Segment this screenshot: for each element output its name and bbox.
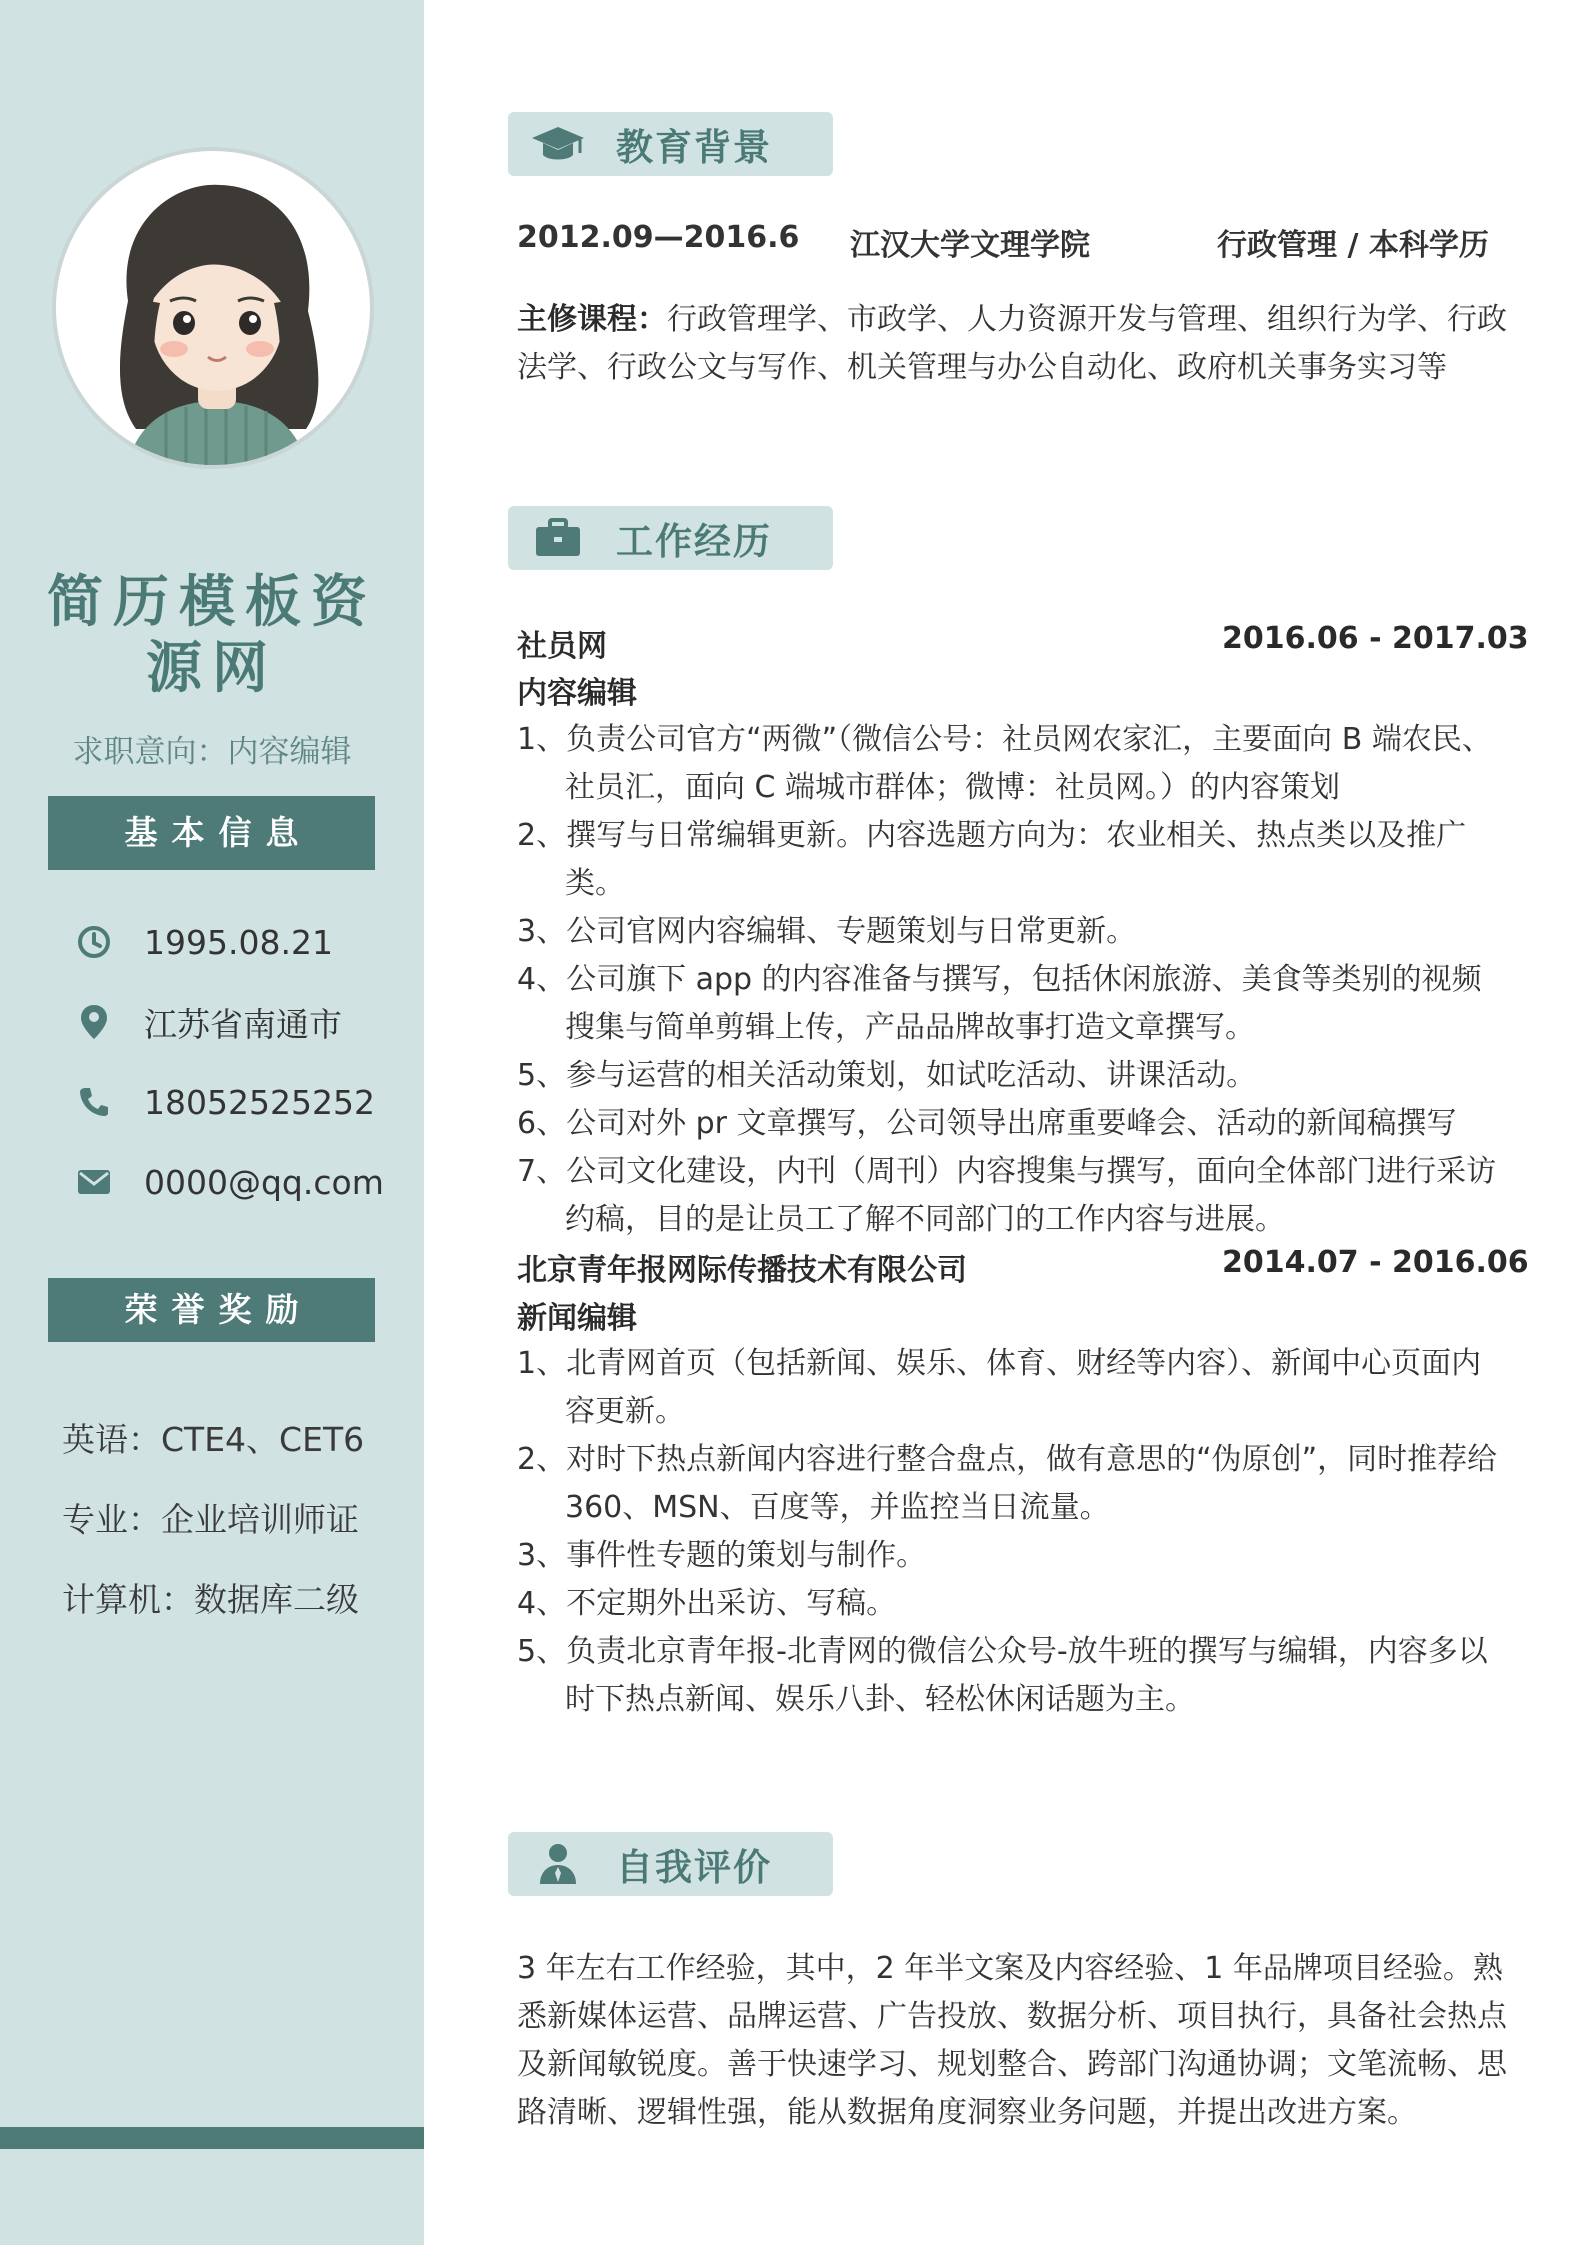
honors-heading: 荣誉奖励 (48, 1278, 375, 1342)
duty-item: 1、北青网首页（包括新闻、娱乐、体育、财经等内容）、新闻中心页面内容更新。 (517, 1346, 1482, 1429)
self-eval-text: 3 年左右工作经验，其中，2 年半文案及内容经验、1 年品牌项目经验。熟悉新媒体运营、品牌运营、广告投放、数据分析、项目执行，具备社会热点及新闻敏锐度。善于快速学习、规划整合、跨部门沟通协调；文笔流畅、思路清晰、逻辑性强，能从数据角度洞察业务问题，并提出改进方案。 (517, 1951, 1507, 2130)
duty-item: 4、公司旗下 app 的内容准备与撰写，包括休闲旅游、美食等类别的视频搜集与简单剪辑上传，产品品牌故事打造文章撰写。 (517, 962, 1482, 1045)
phone-icon (74, 1082, 114, 1122)
job-header (517, 621, 1529, 665)
self-eval-section-header (508, 1832, 833, 1896)
person-icon (528, 1839, 588, 1889)
location-pin-icon (74, 1002, 114, 1042)
job-company: 北京青年报网际传播技术有限公司 (517, 1253, 967, 1288)
courses-label: 主修课程： (517, 302, 667, 337)
education-entry (517, 220, 1507, 264)
education-school: 江汉大学文理学院 (850, 228, 1090, 263)
education-major: 行政管理 / 本科学历 (1217, 228, 1489, 263)
duty-item: 5、负责北京青年报-北青网的微信公众号-放牛班的撰写与编辑，内容多以时下热点新闻、娱乐八卦、轻松休闲话题为主。 (517, 1634, 1488, 1717)
duty-item: 4、不定期外出采访、写稿。 (517, 1586, 897, 1621)
self-eval-heading: 自我评价 (616, 1846, 772, 1889)
duty-item: 3、公司官网内容编辑、专题策划与日常更新。 (517, 914, 1137, 949)
honor-item: 专业：企业培训师证 (62, 1500, 359, 1539)
education-section-header (508, 112, 833, 176)
location-text: 江苏省南通市 (144, 1004, 342, 1044)
duty-item: 5、参与运营的相关活动策划，如试吃活动、讲课活动。 (517, 1058, 1257, 1093)
duty-item: 6、公司对外 pr 文章撰写，公司领导出席重要峰会、活动的新闻稿撰写 (517, 1106, 1457, 1141)
location-row (74, 1000, 342, 1044)
job-header (517, 1245, 1529, 1289)
courses-text: 行政管理学、市政学、人力资源开发与管理、组织行为学、行政法学、行政公文与写作、机关管理与办公自动化、政府机关事务实习等 (517, 302, 1507, 385)
duty-item: 3、事件性专题的策划与制作。 (517, 1538, 927, 1573)
candidate-name: 简历模板资源网 (47, 570, 377, 701)
education-period: 2012.09—2016.6 (517, 220, 800, 255)
job-duties (517, 1340, 1507, 1724)
honor-item: 英语：CTE4、CET6 (62, 1420, 365, 1459)
education-heading: 教育背景 (616, 126, 772, 169)
briefcase-icon (528, 513, 588, 563)
basic-info-heading: 基本信息 (48, 796, 375, 870)
work-section-header (508, 506, 833, 570)
duty-item: 2、撰写与日常编辑更新。内容选题方向为：农业相关、热点类以及推广类。 (517, 818, 1467, 901)
sidebar (0, 0, 424, 2245)
job-role: 内容编辑 (517, 676, 637, 711)
duty-item: 2、对时下热点新闻内容进行整合盘点，做有意思的“伪原创”，同时推荐给360、MSN、百度等，并监控当日流量。 (517, 1442, 1498, 1525)
envelope-icon (74, 1162, 114, 1202)
email-row (74, 1160, 384, 1204)
duty-item: 1、负责公司官方“两微”（微信公号：社员网农家汇，主要面向 B 端农民、社员汇，面向 C 端城市群体；微博：社员网。）的内容策划 (517, 722, 1492, 805)
duty-item: 7、公司文化建设，内刊（周刊）内容搜集与撰写，面向全体部门进行采访约稿，目的是让员工了解不同部门的工作内容与进展。 (517, 1154, 1497, 1237)
job-company: 社员网 (517, 629, 607, 664)
job-duties (517, 716, 1507, 1244)
avatar (52, 147, 374, 469)
work-heading: 工作经历 (616, 520, 772, 563)
honor-item: 计算机：数据库二级 (62, 1580, 359, 1619)
birth-row (74, 920, 333, 964)
job-intent: 求职意向：内容编辑 (72, 734, 352, 770)
job-period: 2016.06 - 2017.03 (1222, 621, 1529, 656)
sidebar-footer-stripe (0, 2127, 424, 2149)
birth-date: 1995.08.21 (144, 922, 333, 962)
education-courses (517, 296, 1507, 392)
phone-text: 18052525252 (144, 1082, 375, 1122)
email-text: 0000@qq.com (144, 1162, 384, 1202)
job-role: 新闻编辑 (517, 1301, 637, 1336)
job-period: 2014.07 - 2016.06 (1222, 1245, 1529, 1280)
clock-icon (74, 922, 114, 962)
phone-row (74, 1080, 375, 1124)
graduation-cap-icon (528, 119, 588, 169)
